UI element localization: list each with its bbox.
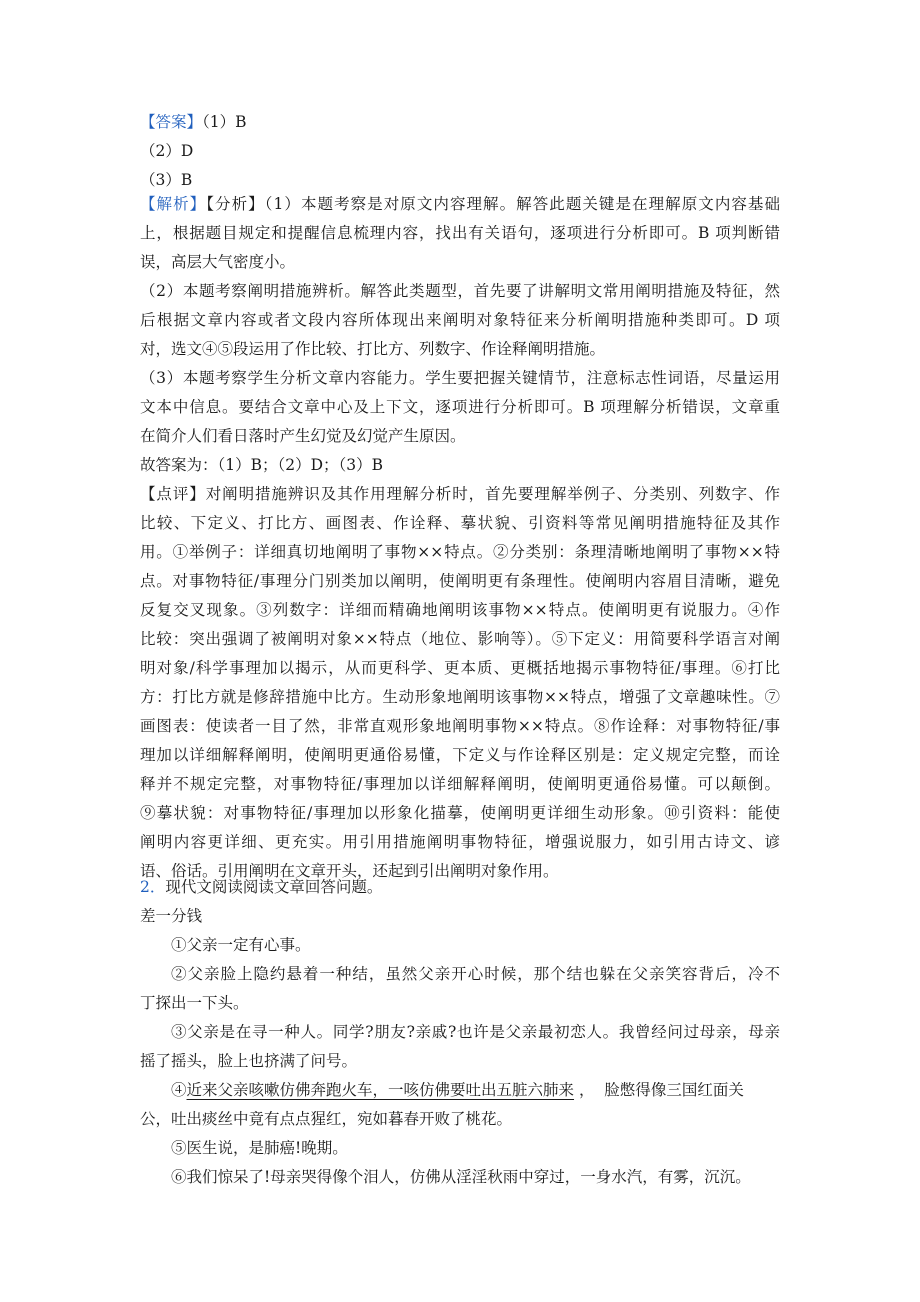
article-title: 差一分钱 (140, 907, 203, 925)
paragraph-4: ④近来父亲咳嗽仿佛奔跑火车，一咳仿佛要吐出五脏六肺来 ， 脸憋得像三国红面关 (171, 1081, 744, 1099)
paragraph-1: ①父亲一定有心事。 (171, 936, 311, 954)
analysis-line: （3）本题考察学生分析文章内容能力。学生要把握关键情节，注意标志性词语，尽量运用 (140, 369, 780, 387)
answer-item: （2）D (140, 142, 194, 160)
analysis-line: 误，高层大气密度小。 (140, 253, 296, 271)
question-2-section (140, 873, 780, 1192)
analysis-line: 文本中信息。要结合文章中心及上下文，逐项进行分析即可。B 项理解分析错误，文章重 (140, 398, 780, 416)
analysis-line: 在简介人们看日落时产生幻觉及幻觉产生原因。 (140, 427, 466, 445)
question-number: 2． (140, 878, 166, 896)
comment-line: 方：打比方就是修辞措施中比方。生动形象地阐明该事物××特点，增强了文章趣味性。⑦ (140, 688, 780, 706)
analysis-tag: 【解析】 (140, 195, 207, 213)
analysis-line: （2）本题考察阐明措施辨析。解答此类题型，首先要了讲解明文常用阐明措施及特征，然 (140, 282, 780, 300)
analysis-line: 对，选文④⑤段运用了作比较、打比方、列数字、作诠释阐明措施。 (140, 340, 606, 358)
analysis-line: 【解析】【分析】（1）本题考察是对原文内容理解。解答此题关键是在理解原文内容基础 (140, 195, 780, 213)
paragraph-2: ②父亲脸上隐约悬着一种结，虽然父亲开心时候，那个结也躲在父亲笑容背后，冷不 (171, 965, 780, 983)
question-prompt: 2．现代文阅读阅读文章回答问题。 (140, 878, 383, 896)
comment-line: 画图表：使读者一目了然，非常直观形象地阐明事物××特点。⑧作诠释：对事物特征/事 (140, 717, 780, 735)
answer-tag: 【答案】 (140, 113, 203, 131)
analysis-section (140, 190, 780, 886)
paragraph-6: ⑥我们惊呆了!母亲哭得像个泪人，仿佛从淫淫秋雨中穿过，一身水汽，有雾，沉沉。 (171, 1168, 751, 1186)
answer-item: （1）B (202, 113, 247, 131)
comment-line: 释并不规定完整，对事物特征/事理加以详细解释阐明，使阐明更通俗易懂。可以颠倒。 (140, 775, 780, 793)
underlined-sentence: 近来父亲咳嗽仿佛奔跑火车，一咳仿佛要吐出五脏六肺来 (186, 1081, 575, 1099)
paragraph-5: ⑤医生说，是肺癌!晚期。 (171, 1139, 348, 1157)
comment-line: 理加以详细解释阐明，使阐明更通俗易懂，下定义与作诠释区别是：定义规定完整，而诠 (140, 746, 780, 764)
comment-line: 明对象/科学事理加以揭示，从而更科学、更本质、更概括地揭示事物特征/事理。⑥打比 (140, 659, 780, 677)
analysis-line: 故答案为：（1）B；（2）D；（3）B (140, 456, 384, 474)
paragraph-3: ③父亲是在寻一种人。同学?朋友?亲戚?也许是父亲最初恋人。我曾经问过母亲，母亲 (171, 1023, 780, 1041)
paragraph-3-cont: 摇了摇头，脸上也挤满了问号。 (140, 1052, 358, 1070)
comment-line: 比较、下定义、打比方、画图表、作诠释、摹状貌、引资料等常见阐明措施特征及其作 (140, 514, 780, 532)
answer-item: （3）B (140, 171, 193, 189)
paragraph-4-cont: 公，吐出痰丝中竟有点点猩红，宛如暮春开败了桃花。 (140, 1110, 513, 1128)
comment-line: 用。①举例子：详细真切地阐明了事物××特点。②分类别：条理清晰地阐明了事物××特 (140, 543, 780, 561)
answer-section (140, 108, 780, 195)
comment-line: 阐明内容更详细、更充实。用引用措施阐明事物特征，增强说服力，如引用古诗文、谚 (140, 833, 780, 851)
comment-line: 语、俗话。引用阐明在文章开头，还起到引出阐明对象作用。 (140, 862, 559, 880)
comment-line: 【点评】对阐明措施辨识及其作用理解分析时，首先要理解举例子、分类别、列数字、作 (140, 485, 780, 503)
comment-line: 比较：突出强调了被阐明对象××特点（地位、影响等）。⑤下定义：用简要科学语言对阐 (140, 630, 780, 648)
paragraph-2-cont: 丁探出一下头。 (140, 994, 249, 1012)
comment-line: ⑨摹状貌：对事物特征/事理加以形象化描摹，使阐明更详细生动形象。⑩引资料：能使 (140, 804, 780, 822)
analysis-line: 后根据文章内容或者文段内容所体现出来阐明对象特征来分析阐明措施种类即可。D 项 (140, 311, 780, 329)
comment-line: 点。对事物特征/事理分门别类加以阐明，使阐明更有条理性。使阐明内容眉目清晰，避免 (140, 572, 780, 590)
comment-line: 反复交叉现象。③列数字：详细而精确地阐明该事物××特点。使阐明更有说服力。④作 (140, 601, 780, 619)
answer-line-1 (140, 108, 780, 137)
analysis-line: 上，根据题目规定和提醒信息梳理内容，找出有关语句，逐项进行分析即可。B 项判断错 (140, 224, 780, 242)
